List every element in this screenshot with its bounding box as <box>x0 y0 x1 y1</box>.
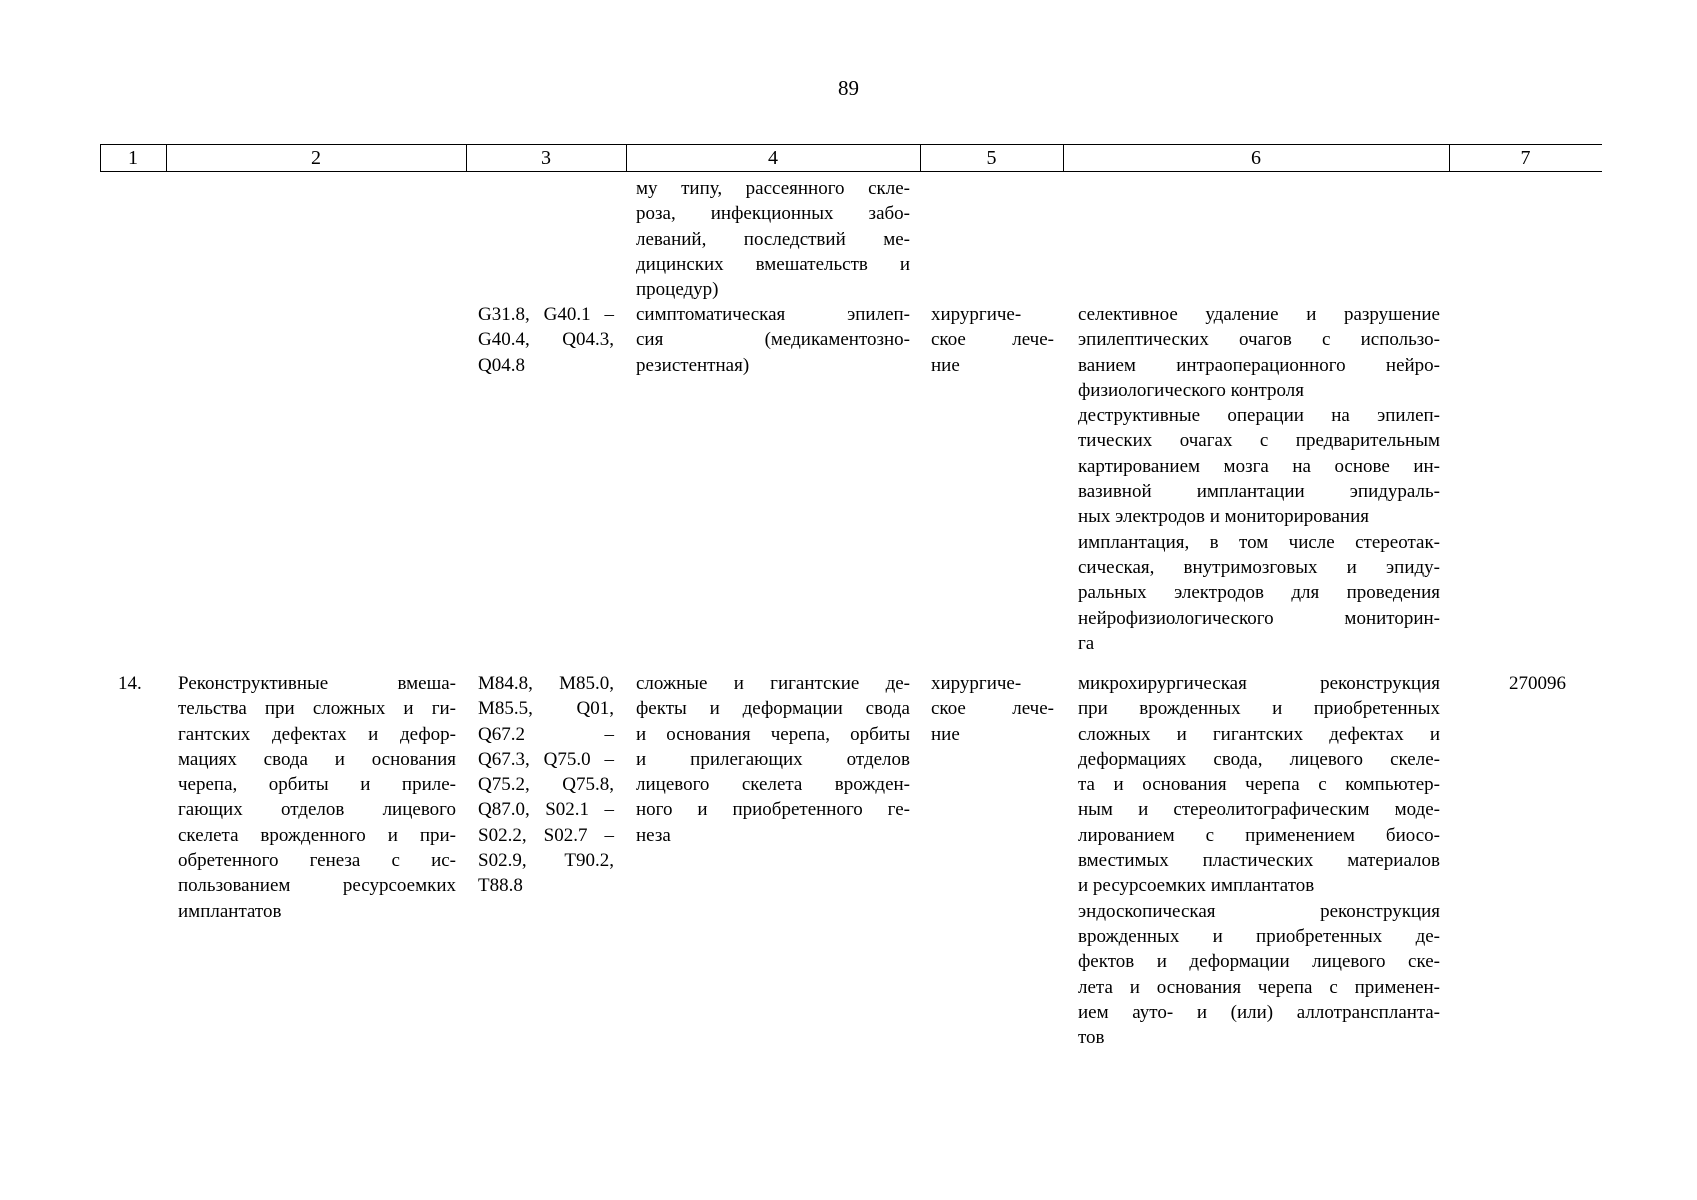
text-line: тов <box>1078 1027 1105 1049</box>
text-line: деструктивные операции на эпилеп- <box>1078 405 1440 427</box>
text-line: га <box>1078 632 1095 654</box>
column-header: 4 <box>768 147 778 169</box>
method-item <box>1078 899 1440 1051</box>
code-line: G40.4, Q04.3, <box>478 329 614 351</box>
code-line: G31.8, G40.1 – <box>478 304 614 325</box>
text-line: сическая, внутримозговых и эпиду- <box>1078 556 1440 578</box>
continuation-disease-text <box>636 176 910 302</box>
text-line: вместимых пластических материалов <box>1078 850 1440 872</box>
text-line: нейрофизиологического мониторин- <box>1078 607 1440 629</box>
text-line: фекты и деформации свода <box>636 698 910 720</box>
text-line: роза, инфекционных забо- <box>636 203 910 225</box>
text-line: ванием интраоперационного нейро- <box>1078 354 1440 376</box>
text-line: сия (медикаментозно- <box>636 329 910 351</box>
row-number: 14. <box>118 673 142 694</box>
text-line: и основания черепа, орбиты <box>636 723 910 745</box>
text-line: лированием с применением биосо- <box>1078 824 1440 846</box>
text-line: тельства при сложных и ги- <box>178 698 456 720</box>
column-header: 2 <box>311 147 321 169</box>
column-header: 3 <box>541 147 551 169</box>
text-line: гантских дефектах и дефор- <box>178 723 456 745</box>
text-line: ское лече- <box>931 329 1054 351</box>
text-line: при врожденных и приобретенных <box>1078 698 1440 720</box>
text-line: ного и приобретенного ге- <box>636 799 910 821</box>
text-line: ральных электродов для проведения <box>1078 582 1440 604</box>
text-line: лицевого скелета врожден- <box>636 774 910 796</box>
treatment-methods <box>1078 671 1440 1050</box>
text-line: сложных и гигантских дефектах и <box>1078 723 1440 745</box>
epilepsy-codes <box>478 302 614 378</box>
text-line: гающих отделов лицевого <box>178 799 456 821</box>
text-line: процедур) <box>636 279 719 301</box>
text-line: ным и стереолитографическим моде- <box>1078 799 1440 821</box>
text-line: эпилептических очагов с использо- <box>1078 329 1440 351</box>
text-line: черепа, орбиты и приле- <box>178 774 456 796</box>
text-line: физиологического контроля <box>1078 379 1305 401</box>
text-line: селективное удаление и разрушение <box>1078 304 1440 325</box>
text-line: ние <box>931 354 960 376</box>
text-line: леваний, последствий ме- <box>636 228 910 250</box>
treatment-type <box>931 671 1054 747</box>
column-header: 6 <box>1251 147 1261 169</box>
epilepsy-methods <box>1078 302 1440 656</box>
text-line: ское лече- <box>931 698 1054 720</box>
epilepsy-treatment <box>931 302 1054 378</box>
text-line: сложные и гигантские де- <box>636 673 910 694</box>
text-line: картированием мозга на основе ин- <box>1078 455 1440 477</box>
text-line: мациях свода и основания <box>178 748 456 770</box>
text-line: лета и основания черепа с применен- <box>1078 976 1440 998</box>
code-line: M85.5, Q01, <box>478 698 614 720</box>
method-item <box>1078 530 1440 656</box>
text-line: и ресурсоемких имплантатов <box>1078 875 1315 897</box>
text-line: ных электродов и мониторирования <box>1078 506 1369 528</box>
column-header: 7 <box>1520 147 1531 169</box>
cost-value: 270096 <box>1509 673 1566 694</box>
text-line: симптоматическая эпилеп- <box>636 304 910 325</box>
code-line: Q04.8 <box>478 354 525 376</box>
text-line: ием ауто- и (или) аллотрансплантa- <box>1078 1001 1440 1023</box>
code-line: Q67.3, Q75.0 – <box>478 748 614 770</box>
code-line: S02.2, S02.7 – <box>478 824 614 846</box>
text-line: Реконструктивные вмеша- <box>178 673 456 694</box>
code-line: S02.9, T90.2, <box>478 850 614 872</box>
page-number: 89 <box>838 76 859 100</box>
header-bottom-rule <box>100 171 1602 172</box>
text-line: му типу, рассеянного скле- <box>636 178 910 199</box>
text-line: та и основания черепа с компьютер- <box>1078 774 1440 796</box>
text-line: фектов и деформации лицевого ске- <box>1078 951 1440 973</box>
text-line: микрохирургическая реконструкция <box>1078 673 1440 694</box>
text-line: имплантатов <box>178 900 282 922</box>
code-line: M84.8, M85.0, <box>478 673 614 694</box>
text-line: деформациях свода, лицевого скеле- <box>1078 748 1440 770</box>
intervention-name <box>178 671 456 924</box>
text-line: обретенного генеза с ис- <box>178 850 456 872</box>
method-item <box>1078 302 1440 403</box>
text-line: имплантация, в том числе стереотак- <box>1078 531 1440 553</box>
disease-model <box>636 671 910 848</box>
text-line: хирургиче- <box>931 304 1022 325</box>
column-header: 5 <box>986 147 997 169</box>
text-line: резистентная) <box>636 354 750 376</box>
text-line: ние <box>931 723 960 745</box>
code-line: Q67.2 – <box>478 723 614 745</box>
text-line: дицинских вмешательств и <box>636 253 910 275</box>
text-line: врожденных и приобретенных де- <box>1078 925 1440 947</box>
method-item <box>1078 403 1440 529</box>
text-line: тических очагах с предварительным <box>1078 430 1440 452</box>
icd-codes <box>478 671 614 899</box>
column-header: 1 <box>128 147 138 169</box>
epilepsy-disease <box>636 302 910 378</box>
method-item <box>1078 671 1440 899</box>
text-line: пользованием ресурсоемких <box>178 875 456 897</box>
text-line: неза <box>636 824 671 846</box>
text-line: хирургиче- <box>931 673 1022 694</box>
text-line: эндоскопическая реконструкция <box>1078 900 1440 922</box>
code-line: Q87.0, S02.1 – <box>478 799 614 821</box>
text-line: и прилегающих отделов <box>636 748 910 770</box>
text-line: вазивной имплантации эпидураль- <box>1078 481 1440 503</box>
code-line: T88.8 <box>478 875 523 897</box>
text-line: скелета врожденного и при- <box>178 824 456 846</box>
code-line: Q75.2, Q75.8, <box>478 774 614 796</box>
